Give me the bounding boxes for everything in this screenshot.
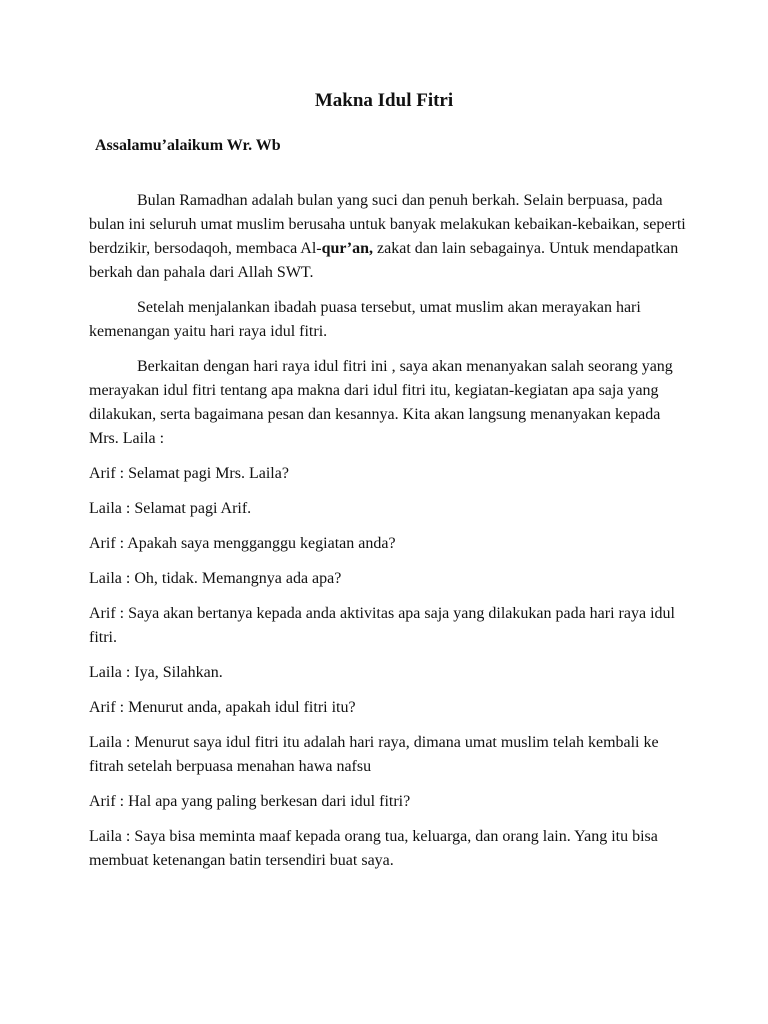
paragraph-context: Setelah menjalankan ibadah puasa tersebut, umat muslim akan merayakan hari kemenangan yaitu hari raya idul fitri. [89,299,641,340]
dialogue-line: Arif : Hal apa yang paling berkesan dari idul fitri? [89,793,411,810]
dialogue-line: Arif : Menurut anda, apakah idul fitri itu? [89,699,356,716]
dialogue-line: Arif : Selamat pagi Mrs. Laila? [89,465,289,482]
greeting: Assalamu’alaikum Wr. Wb [95,137,281,154]
dialogue-line: Arif : Saya akan bertanya kepada anda aktivitas apa saja yang dilakukan pada hari raya idul fitri. [89,605,675,646]
dialogue-line: Laila : Oh, tidak. Memangnya ada apa? [89,570,342,587]
paragraph-intro-text: Bulan Ramadhan adalah bulan yang suci dan penuh berkah. Selain berpuasa, pada bulan ini seluruh umat muslim berusaha untuk banyak melakukan kebaikan-kebaikan, seperti berdzikir, bersodaqoh, membaca Al- [89,192,686,257]
dialogue-line: Arif : Apakah saya mengganggu kegiatan anda? [89,535,396,552]
paragraph-intro-text-end: zakat dan lain sebagainya. Untuk mendapatkan berkah dan pahala dari Allah SWT. [89,240,679,281]
dialogue-line: Laila : Selamat pagi Arif. [89,500,252,517]
paragraph-intro [89,189,689,285]
page-title: Makna Idul Fitri [314,90,454,111]
paragraph-interview-intro: Berkaitan dengan hari raya idul fitri ini , saya akan menanyakan salah seorang yang merayakan idul fitri tentang apa makna dari idul fitri itu, kegiatan-kegiatan apa saja yang dilakukan, serta bagaimana pesan dan kesannya. Kita akan langsung menanyakan kepada Mrs. Laila : [89,358,673,447]
dialogue-line: Laila : Saya bisa meminta maaf kepada orang tua, keluarga, dan orang lain. Yang itu bisa membuat ketenangan batin tersendiri buat saya. [89,828,658,869]
document-body [89,189,689,884]
paragraph-intro-bold: qur’an, [321,240,374,257]
dialogue-line: Laila : Iya, Silahkan. [89,664,223,681]
dialogue-line: Laila : Menurut saya idul fitri itu adalah hari raya, dimana umat muslim telah kembali ke fitrah setelah berpuasa menahan hawa nafsu [89,734,659,775]
